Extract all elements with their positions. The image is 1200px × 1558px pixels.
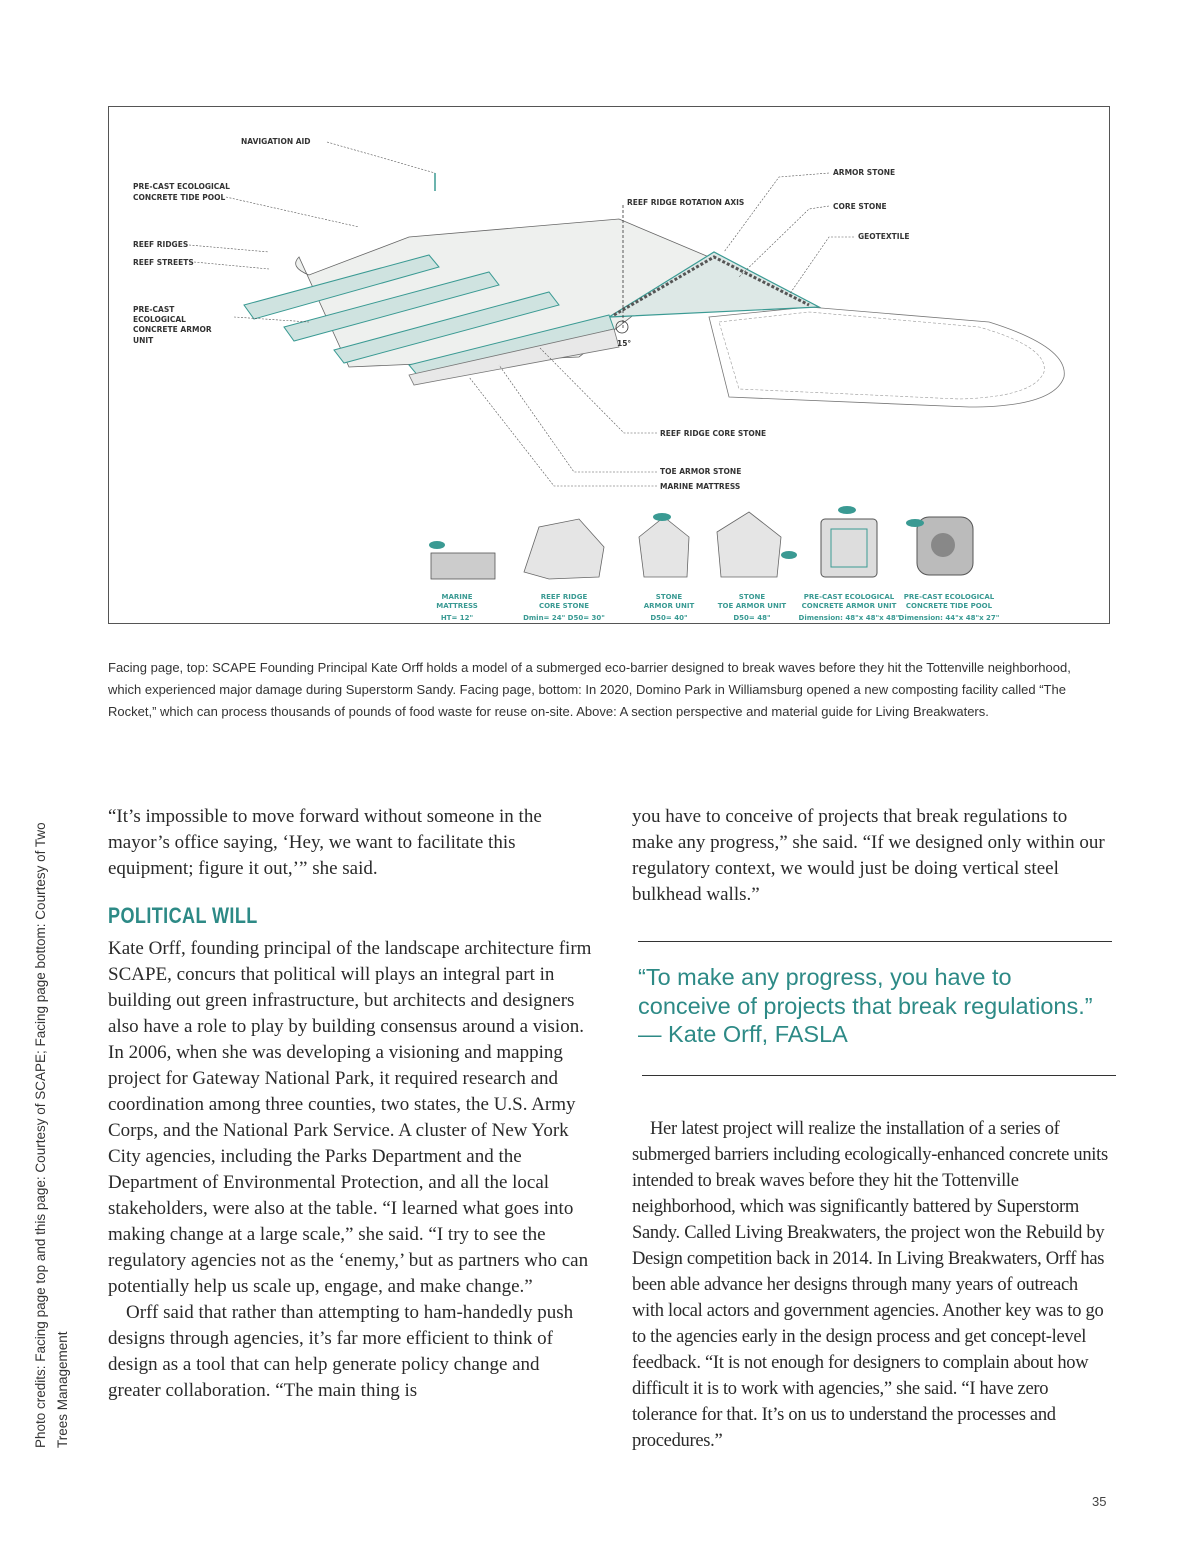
legend-3-line1: STONE (655, 593, 683, 601)
left-paragraph-2: Kate Orff, founding principal of the landscape architecture firm SCAPE, concurs that political will plays an integral part in building out green infrastructure, but architects and designers also have a role to play by building consensus around a vision. In 2006, when she was developing a visioning and mapping project for Gateway National Park, it required research and coordination among three counties, two states, the U.S. Army Corps, and the National Park Service. A cluster of New York City agencies, including the Parks Department and the Department of Environmental Protection, and all the local stakeholders, were also at the table. “I learned what goes into making change at a large scale,” she said. “I try to see the regulatory agencies not as the ‘enemy,’ but as partners who can potentially help us scale up, engage, and make change.” (108, 938, 592, 1297)
contour-outer (709, 307, 1064, 407)
concrete-armor-unit-icon (821, 519, 877, 577)
legend-5-line1: PRE-CAST ECOLOGICAL (803, 593, 895, 601)
legend-5-dim: Dimension: 48"x 48"x 48" (798, 614, 900, 622)
legend-1-line1: MARINE (441, 593, 473, 601)
section-heading: POLITICAL WILL (108, 903, 258, 928)
pull-quote: “To make any progress, you have to conceive of projects that break regulations.” — Kate Orff, FASLA (638, 964, 1093, 1047)
marine-mattress-icon (431, 553, 495, 579)
article-right-column-lower (632, 1116, 1110, 1454)
label-core-stone: CORE STONE (833, 202, 887, 211)
fish-icon (429, 541, 445, 549)
stone-toe-armor-unit-icon (717, 512, 781, 577)
label-armor-unit-4: UNIT (133, 336, 154, 345)
photo-credits: Photo credits: Facing page top and this page: Courtesy of SCAPE; Facing page bottom: Courtesy of Two Trees Management (33, 822, 70, 1448)
legend-6-line1: PRE-CAST ECOLOGICAL (903, 593, 995, 601)
label-armor-unit-1: PRE-CAST (133, 305, 175, 314)
label-marine-mattress: MARINE MATTRESS (660, 482, 741, 491)
legend-2-line2: CORE STONE (538, 602, 590, 610)
label-tide-pool-2: CONCRETE TIDE POOL (133, 193, 226, 202)
stone-armor-unit-icon (639, 517, 689, 577)
label-reef-ridges: REEF RIDGES (133, 240, 189, 249)
label-toe-armor-stone: TOE ARMOR STONE (660, 467, 742, 476)
label-armor-unit-2: ECOLOGICAL (133, 315, 186, 324)
legend-text (436, 593, 999, 622)
fish-icon-4 (838, 506, 856, 514)
left-paragraph-3: Orff said that rather than attempting to ham-handedly push designs through agencies, it’s far more efficient to think of design as a tool that can help generate policy change and greater collaboration. “The main thing is (108, 1302, 574, 1401)
legend-3-line2: ARMOR UNIT (643, 602, 695, 610)
tide-pool-basin (931, 533, 955, 557)
label-armor-stone: ARMOR STONE (833, 168, 896, 177)
fish-icon-3 (781, 551, 797, 559)
legend-2-dim: Dmin= 24" D50= 30" (523, 614, 605, 622)
legend-4-line2: TOE ARMOR UNIT (717, 602, 787, 610)
article-left-column (108, 804, 593, 1404)
article-right-column (632, 804, 1107, 908)
label-armor-unit-3: CONCRETE ARMOR (133, 325, 212, 334)
label-geotextile: GEOTEXTILE (858, 232, 910, 241)
legend-6-dim: Dimension: 44"x 48"x 27" (898, 614, 1000, 622)
contour-inner (719, 312, 1044, 399)
legend-5-line2: CONCRETE ARMOR UNIT (801, 602, 897, 610)
fish-icon-5 (906, 519, 924, 527)
legend-1-line2: MATTRESS (436, 602, 478, 610)
label-reef-streets: REEF STREETS (133, 258, 194, 267)
reef-ridge-core-stone-icon (524, 519, 604, 579)
right-paragraph-2: Her latest project will realize the installation of a series of submerged barriers including ecologically-enhanced concrete units intended to break waves before they hit the Tottenville neighborhood, which was significantly battered by Superstorm Sandy. Called Living Breakwaters, the project won the Rebuild by Design competition back in 2014. In Living Breakwaters, Orff has been able advance her designs through many years of outreach with local actors and government agencies. Another key was to go to the agencies early in the design process and get concept-level feedback. “It is not enough for designers to complain about how difficult it is to work with agencies,” she said. “I have zero tolerance for that. It’s on us to understand the processes and procedures.” (632, 1119, 1108, 1451)
fish-icon-2 (653, 513, 671, 521)
legend-icons (429, 506, 973, 579)
legend-6-line2: CONCRETE TIDE POOL (905, 602, 993, 610)
breakwater-diagram (108, 106, 1110, 624)
page-number: 35 (1092, 1494, 1107, 1509)
legend-2-line1: REEF RIDGE (540, 593, 588, 601)
legend-4-line1: STONE (738, 593, 766, 601)
label-reef-ridge-core-stone: REEF RIDGE CORE STONE (660, 429, 767, 438)
label-tide-pool-1: PRE-CAST ECOLOGICAL (133, 182, 230, 191)
diagram-drawing (109, 107, 1109, 623)
label-angle: 15° (617, 339, 632, 348)
label-rotation-axis: REEF RIDGE ROTATION AXIS (627, 198, 745, 207)
legend-1-dim: HT= 12" (440, 614, 474, 622)
label-navigation-aid: NAVIGATION AID (241, 137, 311, 146)
figure-caption: Facing page, top: SCAPE Founding Principal Kate Orff holds a model of a submerged eco-barrier designed to break waves before they hit the Tottenville neighborhood, which experienced major damage during Superstorm Sandy. Facing page, bottom: In 2020, Domino Park in Williamsburg opened a new composting facility called “The Rocket,” which can process thousands of pounds of food waste for reuse on-site. Above: A section perspective and material guide for Living Breakwaters. (108, 660, 1071, 719)
left-paragraph-1: “It’s impossible to move forward without someone in the mayor’s office saying, ‘Hey, we want to facilitate this equipment; figure it out,’” she said. (108, 806, 542, 879)
pull-quote-rule-top (638, 941, 1112, 942)
legend-3-dim: D50= 40" (650, 614, 688, 622)
pull-quote-rule-bottom (642, 1075, 1116, 1076)
legend-4-dim: D50= 48" (733, 614, 771, 622)
right-paragraph-1: you have to conceive of projects that break regulations to make any progress,” she said. “If we designed only within our regulatory context, we would just be doing vertical steel bulkhead walls.” (632, 806, 1105, 905)
